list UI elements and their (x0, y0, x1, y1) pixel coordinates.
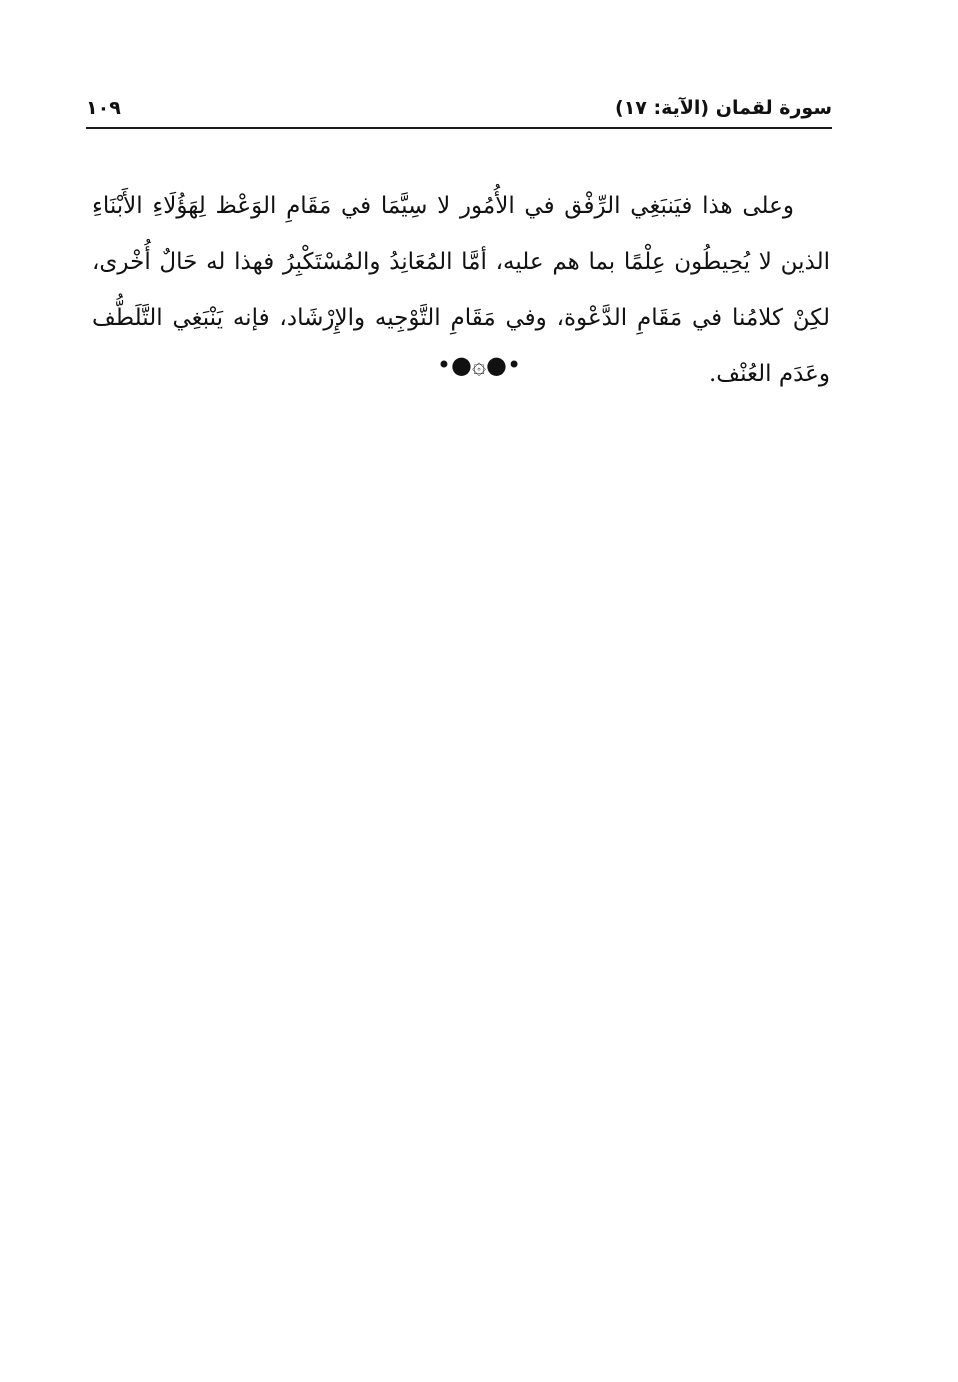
page-header (86, 94, 832, 122)
ornamental-separator: •●۞●• (436, 351, 522, 379)
running-title: سورة لقمان (الآية: ١٧) (615, 97, 832, 119)
page-number: ١٠٩ (86, 97, 121, 119)
header-rule (86, 127, 832, 129)
paragraph: وعلى هذا فيَنبَغِي الرِّفْق في الأُمُور لا سِيَّمَا في مَقَامِ الوَعْظ لِهَؤُلَاءِ الأَبْنَاءِ الذين لا يُحِيطُون عِلْمًا بما هم عليه، أمَّا المُعَانِدُ والمُسْتَكْبِرُ فهذا له حَالٌ أُخْرى، لكِنْ كلامُنا في مَقَامِ الدَّعْوة، وفي مَقَامِ التَّوْجِيه والإِرْشَاد، فإنه يَنْبَغِي التَّلَطُّف وعَدَم العُنْف. (92, 193, 830, 387)
